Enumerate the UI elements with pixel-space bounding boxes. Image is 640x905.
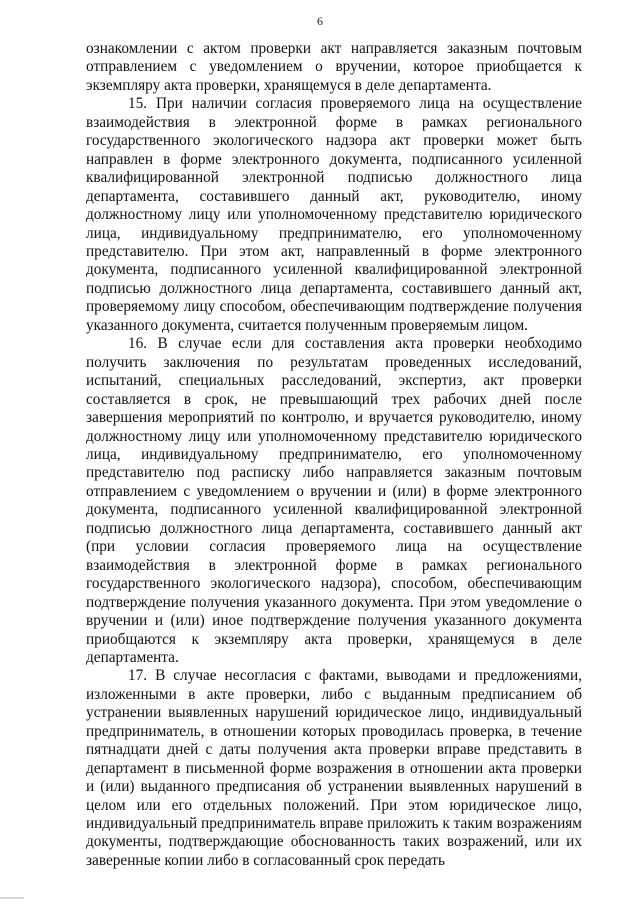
page-number: 6: [317, 14, 323, 28]
paragraph-item-16: 16. В случае если для составления акта проверки необходимо получить заключения по результатам проведенных исследований, испытаний, специальных расследований, экспертиз, акт проверки составляется в срок, не превышающий трех рабочих дней после завершения мероприятий по контролю, и вручается руководителю, иному должностному лицу или уполномоченному представителю юридического лица, индивидуальному предпринимателю, его уполномоченному представителю под расписку либо направляется заказным почтовым отправлением с уведомлением о вручении и (или) в форме электронного документа, подписанного усиленной квалифицированной электронной подписью должностного лица департамента, составившего данный акт (при условии согласия проверяемого лица на осуществление взаимодействия в электронной форме в рамках регионального государственного экологического надзора), способом, обеспечивающим подтверждение получения указанного документа. При этом уведомление о вручении и (или) иное подтверждение получения указанного документа приобщаются к экземпляру акта проверки, хранящемуся в деле департамента.: [86, 335, 582, 666]
paragraph-item-17: 17. В случае несогласия с фактами, выводами и предложениями, изложенными в акте проверки, либо с выданным предписанием об устранении выявленных нарушений юридическое лицо, индивидуальный предприниматель, в отношении которых проводилась проверка, в течение пятнадцати дней с даты получения акта проверки вправе представить в департамент в письменной форме возражения в отношении акта проверки и (или) выданного предписания об устранении выявленных нарушений в целом или его отдельных положений. При этом юридическое лицо, индивидуальный предприниматель вправе приложить к таким возражениям документы, подтверждающие обоснованность таких возражений, или их заверенные копии либо в согласованный срок передать: [86, 667, 582, 869]
document-body: [86, 40, 582, 870]
paragraph-continuation: ознакомлении с актом проверки акт направляется заказным почтовым отправлением с уведомлением о вручении, которое приобщается к экземпляру акта проверки, хранящемуся в деле департамента.: [86, 40, 582, 94]
paragraph-item-15: 15. При наличии согласия проверяемого лица на осуществление взаимодействия в электронной форме в рамках регионального государственного экологического надзора акт проверки может быть направлен в форме электронного документа, подписанного усиленной квалифицированной электронной подписью должностного лица департамента, составившего данный акт, руководителю, иному должностному лицу или уполномоченному представителю юридического лица, индивидуальному предпринимателю, его уполномоченному представителю. При этом акт, направленный в форме электронного документа, подписанного усиленной квалифицированной электронной подписью должностного лица департамента, составившего данный акт, проверяемому лицу способом, обеспечивающим подтверждение получения указанного документа, считается полученным проверяемым лицом.: [86, 95, 582, 334]
scan-edge-mark: [0, 897, 24, 899]
